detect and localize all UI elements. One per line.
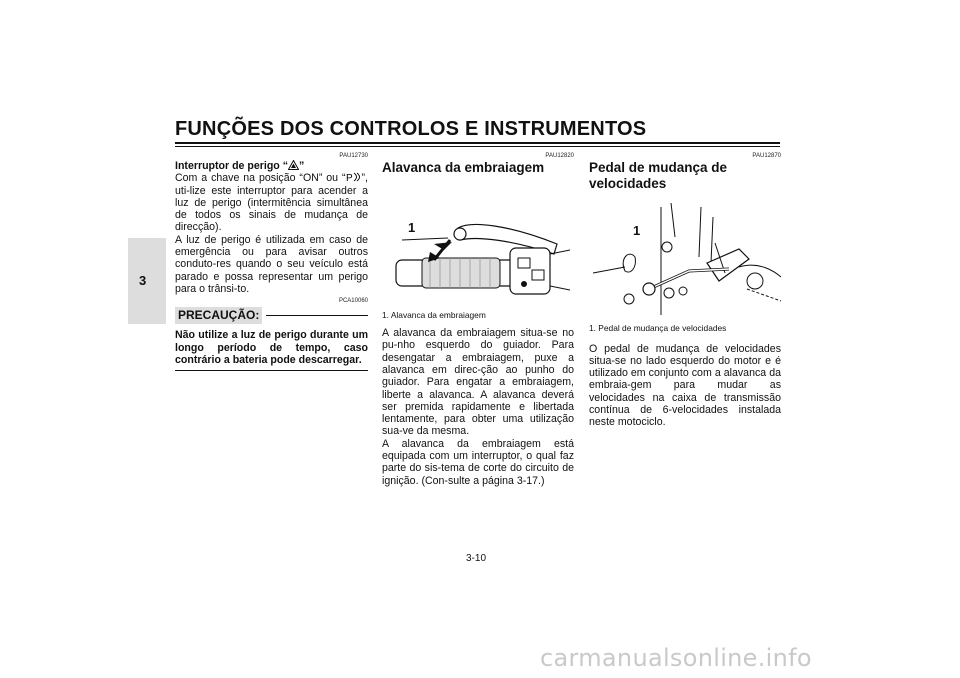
clutch-lever-section: [382, 152, 574, 487]
caution-line: [266, 315, 368, 316]
hazard-para-1: [175, 172, 368, 233]
chapter-tab: 3: [128, 238, 166, 324]
hazard-para-2: A luz de perigo é utilizada em caso de emergência ou para avisar outros conduto-res quando o seu veículo está parado e possa representar um perigo para o trânsi-to.: [175, 233, 368, 295]
page-number: 3-10: [466, 553, 487, 564]
hazard-triangle-icon: [288, 160, 299, 170]
caution-code: PCA10060: [338, 298, 368, 305]
page-title: FUNÇÕES DOS CONTROLOS E INSTRUMENTOS: [175, 118, 647, 140]
figure-callout: 1: [408, 219, 416, 235]
para-text: ”, uti-lize este interruptor para acender a luz de perigo (intermitência simultânea de todos os sinais de mudança de direcção).: [175, 172, 368, 234]
section-code: PAU12820: [545, 153, 574, 159]
hazard-switch-subtitle: [175, 160, 368, 172]
clutch-figure: [382, 182, 574, 305]
caution-header: [175, 307, 368, 324]
para-text: Com a chave na posição “ON” ou “: [175, 172, 346, 185]
clutch-title: Alavanca da embraiagem: [382, 160, 545, 175]
shift-pedal-illustration: [589, 197, 781, 315]
figure-callout: 1: [633, 223, 641, 238]
header-rule: [175, 142, 780, 144]
parking-icon: [346, 172, 362, 182]
caution-end-rule: [175, 370, 368, 371]
shift-pedal-para-1: O pedal de mudança de velocidades situa-se no lado esquerdo do motor e é utilizado em conjunto com a alavanca da embraia-gem para mudar as velocidades na caixa de transmissão contínua de 6-velocidades instalada neste motociclo.: [589, 342, 781, 429]
figure-caption: 1. Pedal de mudança de velocidades: [589, 323, 727, 334]
section-code: PAU12870: [752, 153, 781, 159]
subtitle-text: Interruptor de perigo “: [175, 160, 289, 172]
hazard-switch-section: [175, 152, 368, 371]
caution-text: Não utilize a luz de perigo durante um longo período de tempo, caso contrário a bateria pode descarregar.: [175, 329, 368, 366]
figure-caption: 1. Alavanca da embraiagem: [382, 309, 486, 320]
clutch-para-1: A alavanca da embraiagem situa-se no pu-nho esquerdo do guiador. Para desengatar a embraiagem, puxe a alavanca em direc-ção ao punho do guiador. Para engatar a embraiagem, liberte a alavanca. A alavanca deverá ser premida rapidamente e libertada lentamente, para obter uma utilização sua-ve da mesma.: [382, 327, 574, 438]
section-code: PAU12730: [339, 153, 368, 159]
watermark: carmanualsonline.info: [540, 644, 812, 672]
shift-pedal-figure: [589, 197, 781, 318]
clutch-para-2: A alavanca da embraiagem está equipada com um interruptor, o qual faz parte do sis-tema de corte do circuito de ignição. (Con-sulte a página 3-17.): [382, 437, 574, 487]
spacer: [589, 335, 781, 343]
page-header: [175, 118, 780, 147]
subtitle-end: ”: [299, 160, 305, 172]
header-rule-thin: [175, 146, 780, 147]
shift-pedal-title: Pedal de mudança de velocidades: [589, 160, 728, 191]
shift-pedal-section: [589, 152, 781, 429]
svg-text:P: P: [345, 173, 353, 183]
caution-label: PRECAUÇÃO:: [175, 307, 262, 324]
clutch-lever-illustration: [382, 182, 574, 302]
